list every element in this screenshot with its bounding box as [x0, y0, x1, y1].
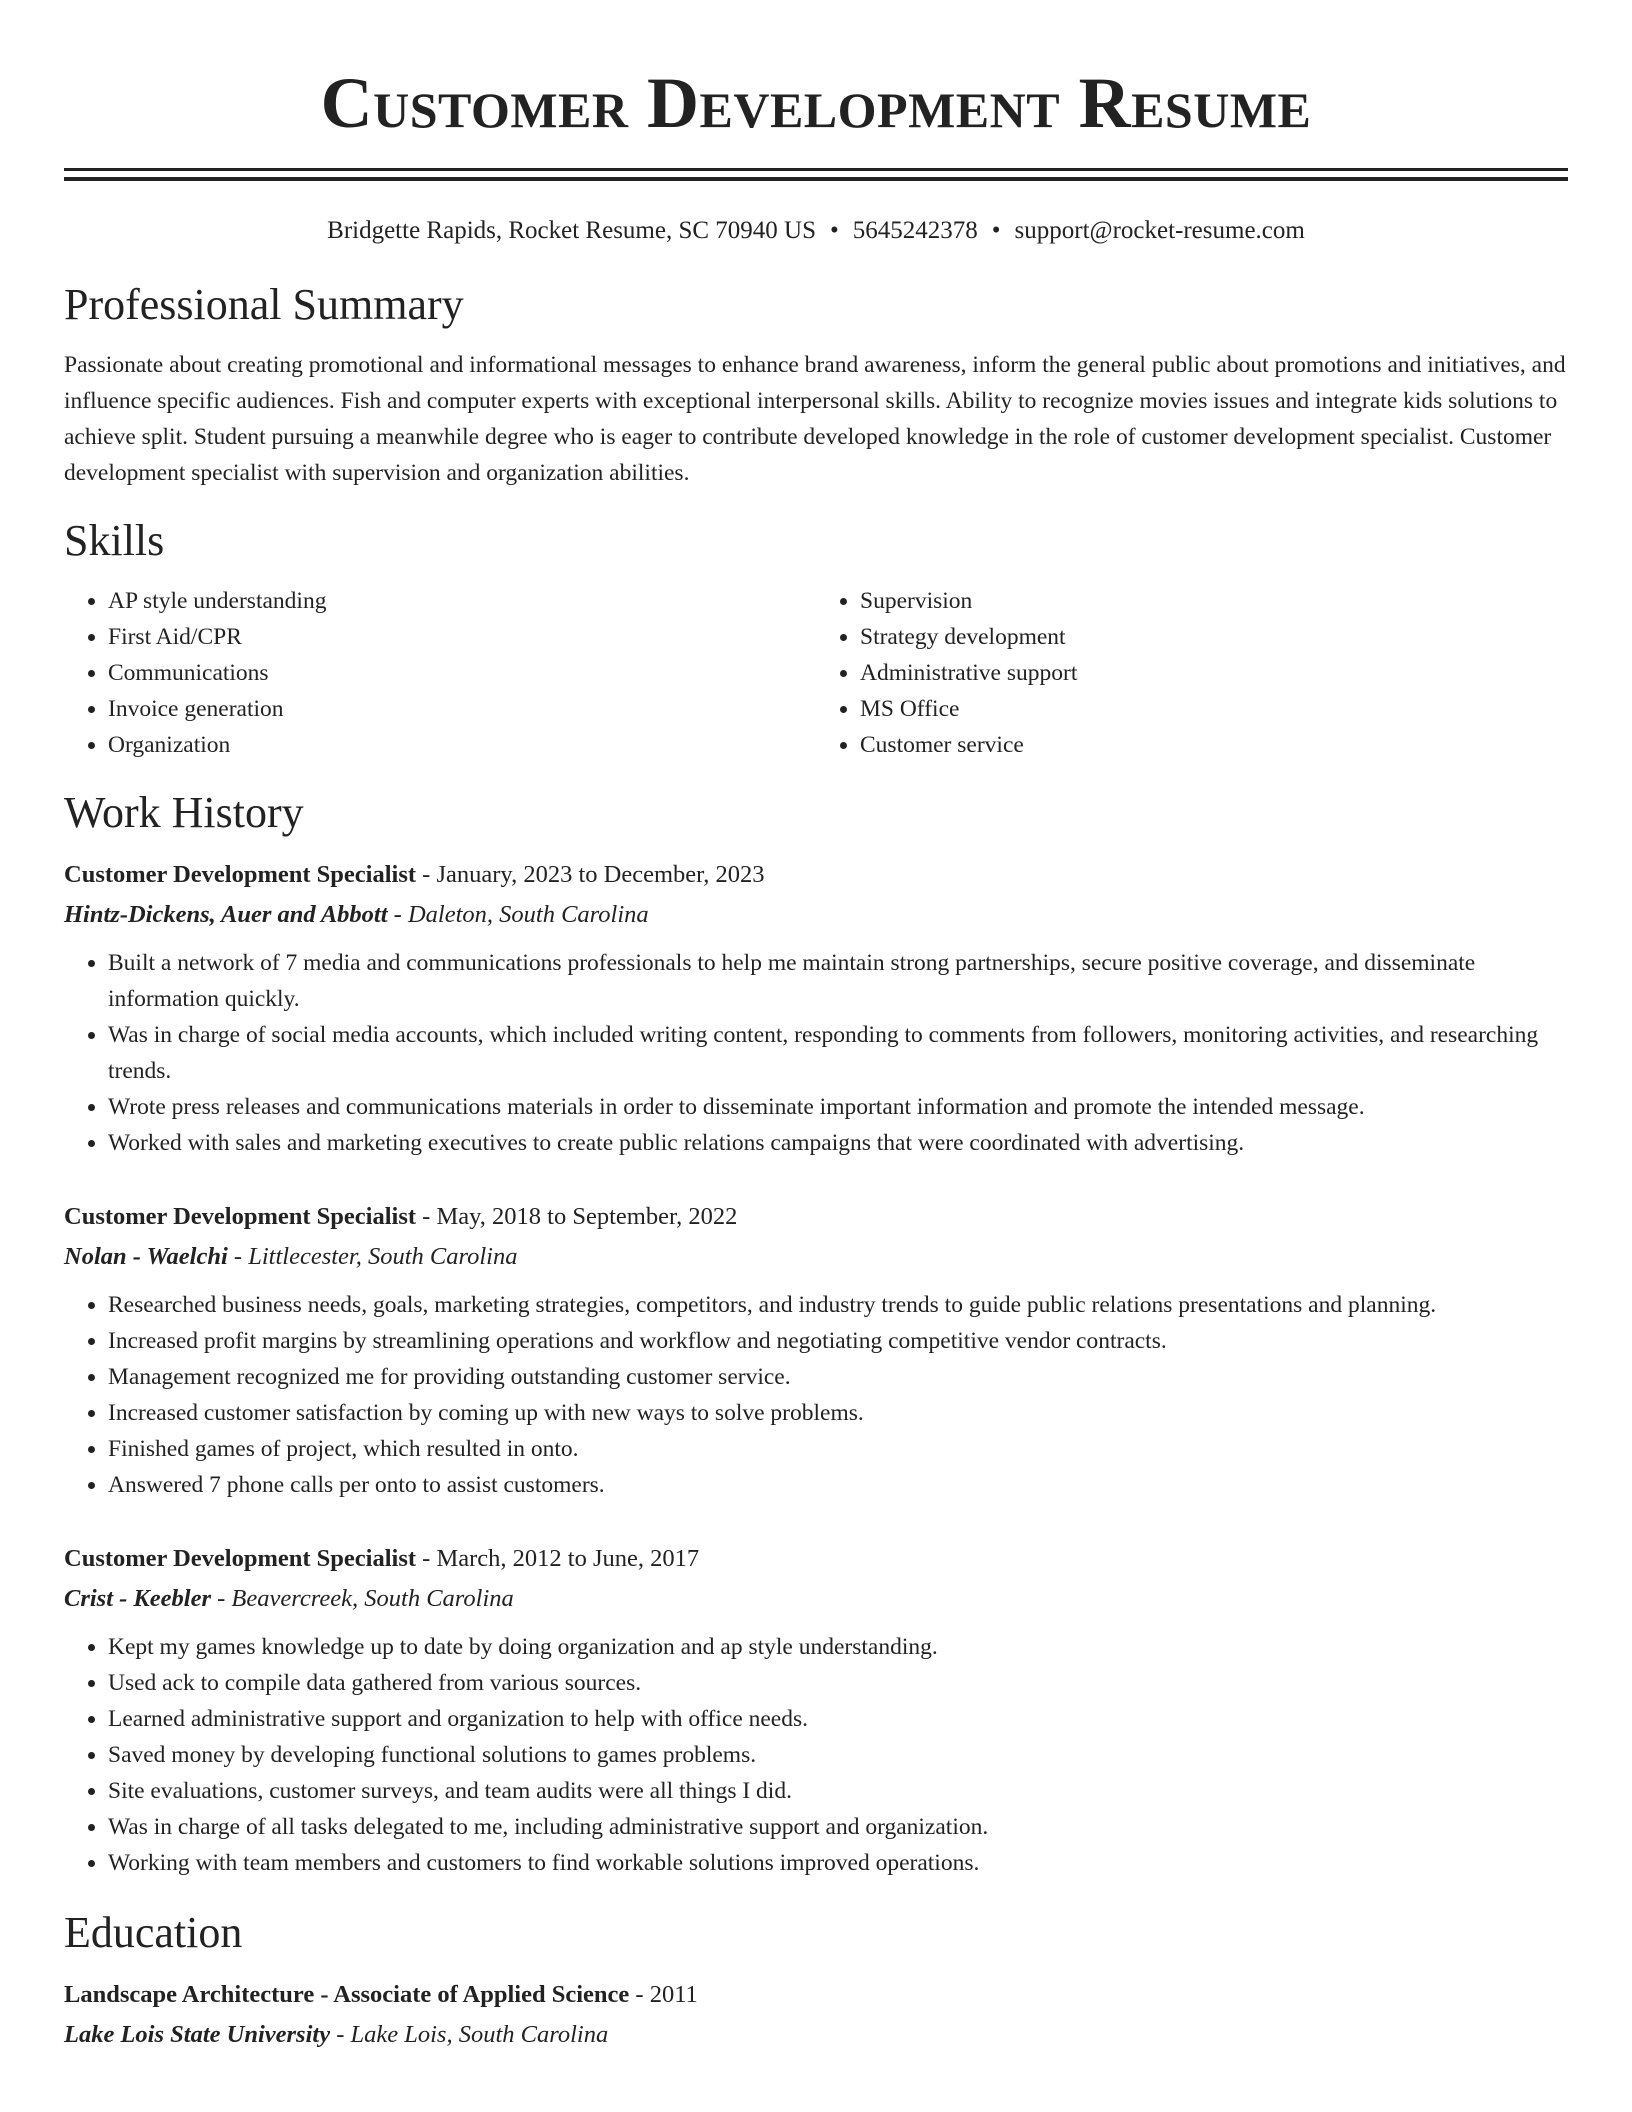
- duty-item: • Saved money by developing functional solutions to games problems.: [108, 1737, 1568, 1773]
- skill-item: • Invoice generation: [108, 691, 816, 727]
- job-title: Customer Development Specialist: [64, 861, 417, 888]
- job-company: Hintz-Dickens, Auer and Abbott: [64, 901, 388, 928]
- duty-item: • Built a network of 7 media and communications professionals to help me maintain strong partnerships, secure positive coverage, and disseminate information quickly.: [108, 945, 1568, 1017]
- skills-list-right: [816, 583, 1568, 763]
- job-duties: [64, 1629, 1568, 1881]
- skill-item: • Customer service: [860, 727, 1568, 763]
- title-rule-bottom: [64, 177, 1568, 181]
- duty-item: • Wrote press releases and communications materials in order to disseminate important information and promote the intended message.: [108, 1089, 1568, 1125]
- skills-columns: [64, 583, 1568, 763]
- summary-text: Passionate about creating promotional and informational messages to enhance brand awareness, inform the general public about promotions and initiatives, and influence specific audiences. Fish and computer experts with exceptional interpersonal skills. Ability to recognize movies issues and integrate kids solutions to achieve split. Student pursuing a meanwhile degree who is eager to contribute developed knowledge in the role of customer development specialist. Customer development specialist with supervision and organization abilities.: [64, 352, 1566, 486]
- job-dates: January, 2023 to December, 2023: [436, 861, 765, 888]
- skill-item: • First Aid/CPR: [108, 619, 816, 655]
- education-heading: Education: [64, 1908, 243, 1957]
- contact-address: Bridgette Rapids, Rocket Resume, SC 70940 US: [327, 217, 817, 244]
- duty-item: • Researched business needs, goals, marketing strategies, competitors, and industry trends to guide public relations presentations and planning.: [108, 1287, 1568, 1323]
- education-location: Lake Lois, South Carolina: [350, 2021, 609, 2048]
- job-title-line: Customer Development Specialist - May, 2018 to September, 2022: [64, 1203, 738, 1230]
- job-company-line: Hintz-Dickens, Auer and Abbott - Daleton, South Carolina: [64, 901, 649, 928]
- duty-item: • Used ack to compile data gathered from various sources.: [108, 1665, 1568, 1701]
- skill-item: • AP style understanding: [108, 583, 816, 619]
- education-degree-line: Landscape Architecture - Associate of Applied Science - 2011: [64, 1981, 698, 2008]
- job-company: Nolan - Waelchi: [64, 1243, 228, 1270]
- job-dates: March, 2012 to June, 2017: [436, 1545, 700, 1572]
- work-history-heading: Work History: [64, 788, 304, 837]
- duty-item: • Was in charge of social media accounts, which included writing content, responding to comments from followers, monitoring activities, and researching trends.: [108, 1017, 1568, 1089]
- job-company: Crist - Keebler: [64, 1585, 211, 1612]
- skills-heading: Skills: [64, 516, 165, 565]
- contact-email: support@rocket-resume.com: [1014, 217, 1305, 244]
- job-title: Customer Development Specialist: [64, 1203, 417, 1230]
- job-title: Customer Development Specialist: [64, 1545, 417, 1572]
- contact-phone: 5645242378: [852, 217, 978, 244]
- job-title-line: Customer Development Specialist - March, 2012 to June, 2017: [64, 1545, 700, 1572]
- duty-item: • Increased profit margins by streamlining operations and workflow and negotiating competitive vendor contracts.: [108, 1323, 1568, 1359]
- skill-item: • Supervision: [860, 583, 1568, 619]
- job-entry: [64, 1197, 1568, 1503]
- duty-item: • Finished games of project, which resulted in onto.: [108, 1431, 1568, 1467]
- job-entry: [64, 855, 1568, 1161]
- skill-item: • Communications: [108, 655, 816, 691]
- duty-item: • Answered 7 phone calls per onto to assist customers.: [108, 1467, 1568, 1503]
- job-duties: [64, 1287, 1568, 1503]
- skill-item: • Administrative support: [860, 655, 1568, 691]
- contact-line: [64, 215, 1568, 247]
- job-dates: May, 2018 to September, 2022: [436, 1203, 738, 1230]
- education-school: Lake Lois State University: [64, 2021, 331, 2048]
- education-year: 2011: [649, 1981, 698, 2008]
- duty-item: • Working with team members and customers to find workable solutions improved operations.: [108, 1845, 1568, 1881]
- contact-separator: •: [991, 217, 1001, 244]
- education-school-line: Lake Lois State University - Lake Lois, South Carolina: [64, 2021, 609, 2048]
- job-duties: [64, 945, 1568, 1161]
- duty-item: • Site evaluations, customer surveys, and team audits were all things I did.: [108, 1773, 1568, 1809]
- skills-list-left: [64, 583, 816, 763]
- duty-item: • Worked with sales and marketing executives to create public relations campaigns that were coordinated with advertising.: [108, 1125, 1568, 1161]
- job-entry: [64, 1539, 1568, 1881]
- summary-heading: Professional Summary: [64, 280, 464, 329]
- job-company-line: Crist - Keebler - Beavercreek, South Carolina: [64, 1585, 514, 1612]
- skill-item: • MS Office: [860, 691, 1568, 727]
- duty-item: • Management recognized me for providing outstanding customer service.: [108, 1359, 1568, 1395]
- duty-item: • Kept my games knowledge up to date by doing organization and ap style understanding.: [108, 1629, 1568, 1665]
- job-title-line: Customer Development Specialist - January, 2023 to December, 2023: [64, 861, 765, 888]
- duty-item: • Learned administrative support and organization to help with office needs.: [108, 1701, 1568, 1737]
- job-location: Beavercreek, South Carolina: [231, 1585, 514, 1612]
- duty-item: • Increased customer satisfaction by coming up with new ways to solve problems.: [108, 1395, 1568, 1431]
- education-degree: Landscape Architecture - Associate of Applied Science: [64, 1981, 630, 2008]
- duty-item: • Was in charge of all tasks delegated to me, including administrative support and organization.: [108, 1809, 1568, 1845]
- job-company-line: Nolan - Waelchi - Littlecester, South Carolina: [64, 1243, 518, 1270]
- skill-item: • Strategy development: [860, 619, 1568, 655]
- job-location: Littlecester, South Carolina: [248, 1243, 518, 1270]
- skill-item: • Organization: [108, 727, 816, 763]
- resume-title: Customer Development Resume: [320, 63, 1312, 143]
- title-rule-top: [64, 168, 1568, 171]
- job-location: Daleton, South Carolina: [407, 901, 649, 928]
- contact-separator: •: [830, 217, 839, 244]
